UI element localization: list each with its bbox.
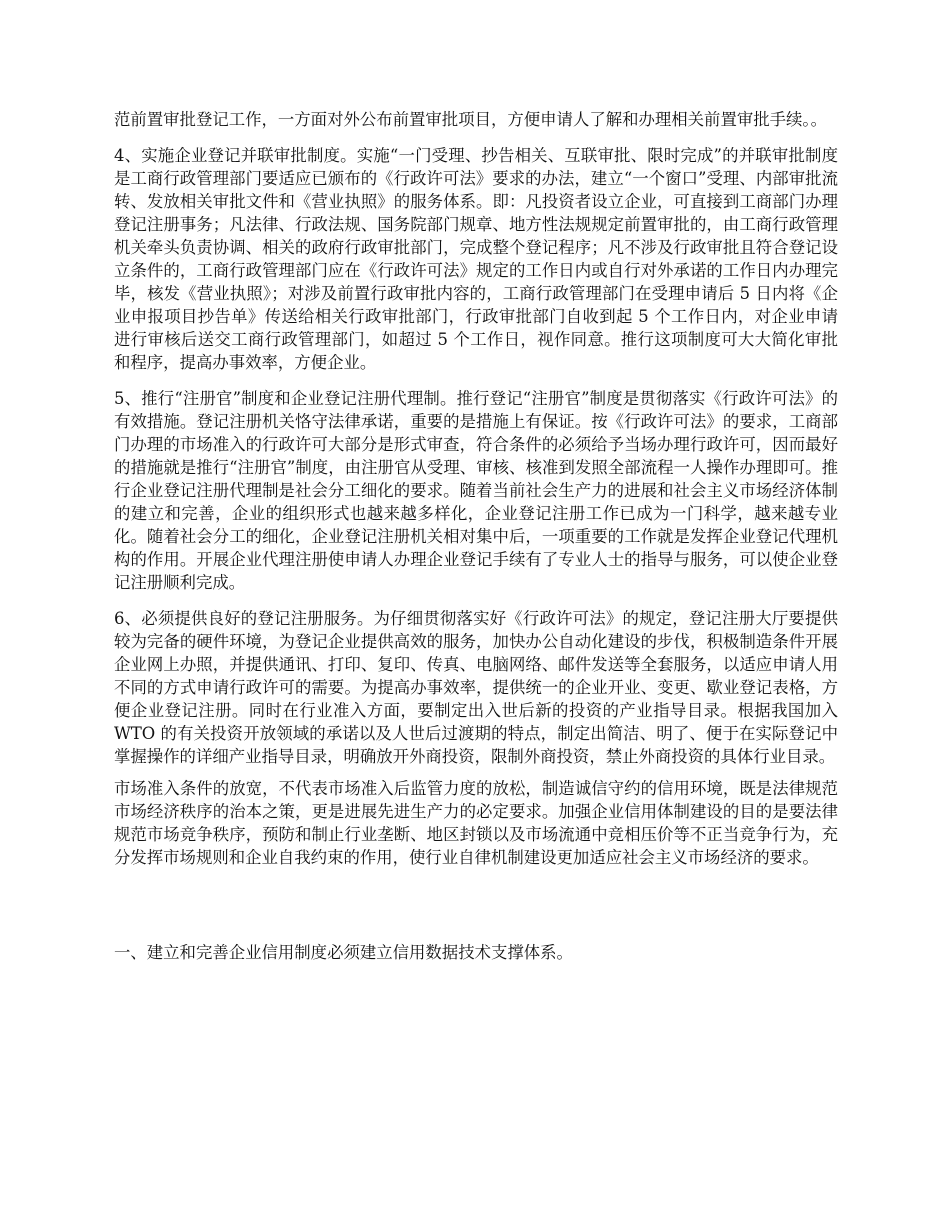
paragraph-item-4: 4、实施企业登记并联审批制度。实施“一门受理、抄告相关、互联审批、限时完成”的并联审批制度是工商行政管理部门要适应已颁布的《行政许可法》要求的办法，建立“一个窗口”受理、内部审批流转、发放相关审批文件和《营业执照》的服务体系。即：凡投资者设立企业，可直接到工商部门办理登记注册事务；凡法律、行政法规、国务院部门规章、地方性法规规定前置审批的，由工商行政管理机关牵头负责协调、相关的政府行政审批部门，完成整个登记程序；凡不涉及行政审批且符合登记设立条件的，工商行政管理部门应在《行政许可法》规定的工作日内或自行对外承诺的工作日内办理完毕，核发《营业执照》；对涉及前置行政审批内容的，工商行政管理部门在受理申请后 5 日内将《企业申报项目抄告单》传送给相关行政审批部门，行政审批部门自收到起 5 个工作日内，对企业申请进行审核后送交工商行政管理部门，如超过 5 个工作日，视作同意。推行这项制度可大大简化审批和程序，提高办事效率，方便企业。 — [114, 146, 838, 372]
document-body — [114, 108, 838, 964]
paragraph-item-6: 6、必须提供良好的登记注册服务。为仔细贯彻落实好《行政许可法》的规定，登记注册大厅要提供较为完备的硬件环境，为登记企业提供高效的服务，加快办公自动化建设的步伐，积极制造条件开展企业网上办照，并提供通讯、打印、复印、传真、电脑网络、邮件发送等全套服务，以适应申请人用不同的方式申请行政许可的需要。为提高办事效率，提供统一的企业开业、变更、歇业登记表格，方便企业登记注册。同时在行业准入方面，要制定出入世后新的投资的产业指导目录。根据我国加入 WTO 的有关投资开放领域的承诺以及人世后过渡期的特点，制定出简洁、明了、便于在实际登记中掌握操作的详细产业指导目录，明确放开外商投资，限制外商投资，禁止外商投资的具体行业目录。 — [114, 609, 838, 766]
section-heading: 一、建立和完善企业信用制度必须建立信用数据技术支撑体系。 — [114, 943, 573, 962]
paragraph-intro: 范前置审批登记工作，一方面对外公布前置审批项目，方便申请人了解和办理相关前置审批手续。。 — [114, 110, 827, 129]
paragraph-item-5: 5、推行“注册官”制度和企业登记注册代理制。推行登记“注册官”制度是贯彻落实《行政许可法》的有效措施。登记注册机关恪守法律承诺，重要的是措施上有保证。按《行政许可法》的要求，工商部门办理的市场准入的行政许可大部分是形式审查，符合条件的必须给予当场办理行政许可，因而最好的措施就是推行“注册官”制度，由注册官从受理、审核、核准到发照全部流程一人操作办理即可。推行企业登记注册代理制是社会分工细化的要求。随着当前社会生产力的进展和社会主义市场经济体制的建立和完善，企业的组织形式也越来越多样化，企业登记注册工作已成为一门科学，越来越专业化。随着社会分工的细化，企业登记注册机关相对集中后，一项重要的工作就是发挥企业登记代理机构的作用。开展企业代理注册使申请人办理企业登记手续有了专业人士的指导与服务，可以使企业登记注册顺利完成。 — [114, 389, 838, 592]
paragraph-market-access: 市场准入条件的放宽，不代表市场准入后监管力度的放松，制造诚信守约的信用环境，既是法律规范市场经济秩序的治本之策，更是进展先进生产力的必定要求。加强企业信用体制建设的目的是要法律规范市场竞争秩序，预防和制止行业垄断、地区封锁以及市场流通中竞相压价等不正当竞争行为，充分发挥市场规则和企业自我约束的作用，使行业自律机制建设更加适应社会主义市场经济的要求。 — [114, 779, 838, 867]
